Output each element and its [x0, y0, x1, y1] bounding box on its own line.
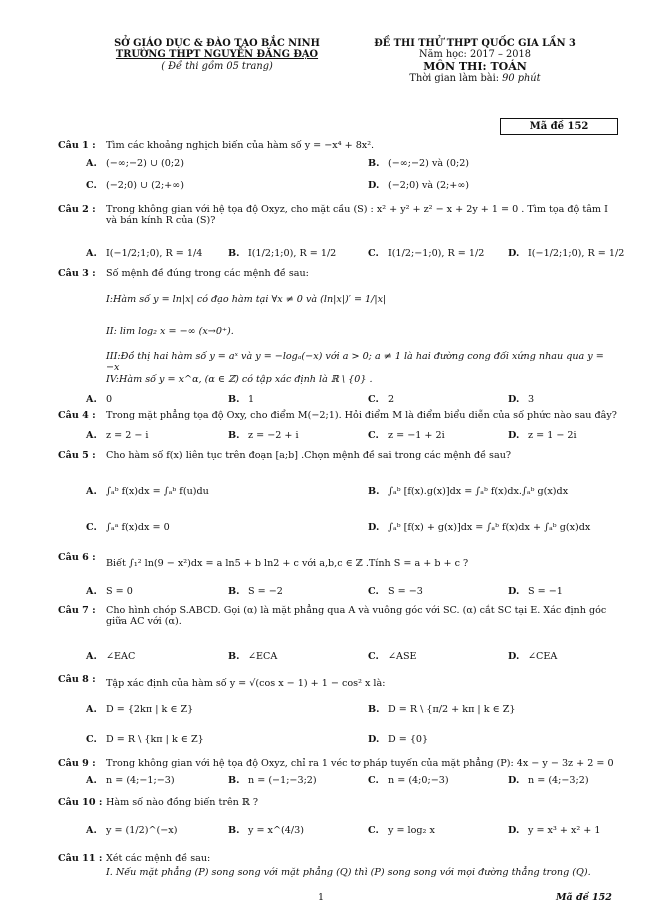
- option-a[interactable]: [86, 430, 149, 441]
- option-a[interactable]: [86, 158, 184, 169]
- option-letter: B.: [368, 704, 380, 715]
- question-text: Số mệnh đề đúng trong các mệnh đề sau:: [106, 268, 309, 279]
- option-letter: A.: [86, 248, 97, 259]
- option-text: z = 1 − 2i: [528, 430, 577, 441]
- option-text: 0: [106, 394, 113, 405]
- option-letter: A.: [86, 158, 97, 169]
- question-label: Câu 2 :: [58, 204, 96, 215]
- option-letter: C.: [86, 734, 97, 745]
- question-text: Cho hình chóp S.ABCD. Gọi (α) là mặt phẳng qua A và vuông góc với SC. (α) cắt SC tại E. Xác định góc giữa AC với (α).: [106, 605, 607, 628]
- header-right: [350, 38, 600, 84]
- school-name: TRƯỜNG THPT NGUYỄN ĐĂNG ĐẠO: [115, 49, 319, 61]
- option-letter: D.: [508, 248, 520, 259]
- option-letter: A.: [86, 394, 97, 405]
- exam-title: ĐỀ THI THỬ THPT QUỐC GIA LẦN 3: [374, 38, 576, 49]
- option-text: 1: [248, 394, 255, 405]
- option-d[interactable]: [508, 775, 589, 786]
- question-label: Câu 4 :: [58, 410, 96, 421]
- statement-4: IV:Hàm số y = x^α, (α ∈ ℤ) có tập xác định là ℝ \ {0} .: [106, 374, 373, 385]
- option-text: 3: [528, 394, 535, 405]
- subject: MÔN THI: TOÁN: [423, 59, 527, 73]
- option-b[interactable]: [228, 394, 254, 405]
- footer-exam-code: Mã đề 152: [556, 892, 612, 903]
- option-letter: A.: [86, 775, 97, 786]
- option-text: z = 2 − i: [106, 430, 149, 441]
- option-text: ∠EAC: [106, 651, 136, 662]
- question-text: Xét các mệnh đề sau:: [106, 853, 211, 864]
- option-c[interactable]: [368, 586, 423, 597]
- option-letter: D.: [508, 775, 520, 786]
- option-c[interactable]: [368, 775, 449, 786]
- option-text: (−2;0) và (2;+∞): [388, 180, 470, 191]
- option-c[interactable]: [368, 430, 445, 441]
- option-d[interactable]: [508, 430, 577, 441]
- time-value: 90 phút: [502, 73, 541, 85]
- option-b[interactable]: [368, 704, 516, 715]
- statement-1: I. Nếu mặt phẳng (P) song song với mặt phẳng (Q) thì (P) song song với mọi đường thẳng trong (Q).: [106, 867, 591, 878]
- option-text: y = x³ + x² + 1: [528, 825, 601, 836]
- option-c[interactable]: [368, 394, 394, 405]
- school-year: Năm học: 2017 – 2018: [419, 49, 531, 61]
- option-text: S = −3: [388, 586, 423, 597]
- option-b[interactable]: [228, 825, 304, 836]
- option-text: n = (4;−3;2): [528, 775, 589, 786]
- option-letter: A.: [86, 486, 97, 497]
- question-text: Tìm các khoảng nghịch biến của hàm số y = −x⁴ + 8x².: [106, 140, 375, 151]
- option-d[interactable]: [368, 734, 428, 745]
- time-allowed: [350, 73, 600, 84]
- option-letter: B.: [228, 430, 240, 441]
- question-text: Biết ∫₁² ln(9 − x²)dx = a ln5 + b ln2 + c với a,b,c ∈ ℤ .Tính S = a + b + c ?: [106, 558, 469, 569]
- option-text: S = 0: [106, 586, 133, 597]
- option-text: n = (−1;−3;2): [248, 775, 317, 786]
- option-letter: D.: [508, 825, 520, 836]
- question-label: Câu 6 :: [58, 552, 96, 563]
- option-letter: C.: [368, 651, 379, 662]
- question-text: Cho hàm số f(x) liên tục trên đoạn [a;b] .Chọn mệnh đề sai trong các mệnh đề sau?: [106, 450, 512, 461]
- option-letter: B.: [228, 825, 240, 836]
- option-text: y = log₂ x: [388, 825, 435, 836]
- option-c[interactable]: [368, 651, 417, 662]
- option-text: z = −1 + 2i: [388, 430, 445, 441]
- question-label: Câu 11 :: [58, 853, 103, 864]
- option-text: y = (1/2)^(−x): [106, 825, 178, 836]
- option-b[interactable]: [228, 651, 277, 662]
- option-letter: C.: [368, 775, 379, 786]
- option-text: S = −1: [528, 586, 563, 597]
- option-d[interactable]: [368, 522, 590, 533]
- question-text: Trong không gian với hệ tọa độ Oxyz, cho mặt cầu (S) : x² + y² + z² − x + 2y + 1 = 0 . Tìm tọa độ tâm I và bán kính R của (S)?: [106, 204, 608, 227]
- option-b[interactable]: [368, 158, 469, 169]
- question-label: Câu 10 :: [58, 797, 103, 808]
- option-letter: C.: [368, 248, 379, 259]
- option-c[interactable]: [368, 248, 484, 259]
- statement-1: I:Hàm số y = ln|x| có đạo hàm tại ∀x ≠ 0 và (ln|x|)′ = 1/|x|: [106, 294, 387, 305]
- option-b[interactable]: [368, 486, 568, 497]
- time-label: Thời gian làm bài:: [409, 73, 500, 85]
- department-name: SỞ GIÁO DỤC & ĐÀO TẠO BẮC NINH: [114, 38, 320, 49]
- option-a[interactable]: [86, 586, 133, 597]
- question-text: Trong mặt phẳng tọa độ Oxy, cho điểm M(−2;1). Hỏi điểm M là điểm biểu diễn của số phức nào sau đây?: [106, 410, 617, 421]
- option-letter: C.: [86, 180, 97, 191]
- option-letter: B.: [228, 394, 240, 405]
- option-letter: B.: [228, 586, 240, 597]
- option-text: D = R \ {kπ | k ∈ Z}: [106, 734, 204, 745]
- option-text: (−2;0) ∪ (2;+∞): [106, 180, 184, 191]
- option-text: I(−1/2;1;0), R = 1/2: [528, 248, 625, 259]
- option-text: I(1/2;1;0), R = 1/2: [248, 248, 337, 259]
- option-letter: A.: [86, 430, 97, 441]
- option-b[interactable]: [228, 775, 317, 786]
- option-text: D = {2kπ | k ∈ Z}: [106, 704, 194, 715]
- question-label: Câu 1 :: [58, 140, 96, 151]
- option-b[interactable]: [228, 586, 283, 597]
- page-number: 1: [318, 892, 325, 903]
- option-text: D = {0}: [388, 734, 429, 745]
- option-text: (−∞;−2) và (0;2): [388, 158, 470, 169]
- option-letter: D.: [508, 430, 520, 441]
- option-c[interactable]: [86, 734, 204, 745]
- option-letter: C.: [368, 586, 379, 597]
- question-text: Hàm số nào đồng biến trên ℝ ?: [106, 797, 259, 808]
- option-letter: B.: [368, 486, 380, 497]
- option-b[interactable]: [228, 430, 299, 441]
- option-letter: A.: [86, 651, 97, 662]
- exam-code-box: Mã đề 152: [500, 118, 618, 135]
- option-text: I(1/2;−1;0), R = 1/2: [388, 248, 485, 259]
- option-text: n = (4;0;−3): [388, 775, 449, 786]
- option-d[interactable]: [368, 180, 469, 191]
- option-letter: C.: [368, 825, 379, 836]
- option-a[interactable]: [86, 486, 209, 497]
- option-a[interactable]: [86, 775, 175, 786]
- pages-note: ( Đề thi gồm 05 trang): [161, 60, 273, 72]
- option-letter: A.: [86, 704, 97, 715]
- option-d[interactable]: [508, 825, 600, 836]
- option-b[interactable]: [228, 248, 336, 259]
- statement-3: III:Đồ thị hai hàm số y = aˣ và y = −logₐ(−x) với a > 0; a ≠ 1 là hai đường cong đối xứng nhau qua y = −x: [106, 351, 604, 374]
- option-letter: B.: [228, 775, 240, 786]
- option-c[interactable]: [86, 522, 170, 533]
- option-text: 2: [388, 394, 395, 405]
- option-c[interactable]: [86, 180, 184, 191]
- header-left: [92, 38, 342, 72]
- option-text: n = (4;−1;−3): [106, 775, 175, 786]
- option-text: z = −2 + i: [248, 430, 299, 441]
- question-label: Câu 7 :: [58, 605, 96, 616]
- option-text: ∫ₐᵇ [f(x) + g(x)]dx = ∫ₐᵇ f(x)dx + ∫ₐᵇ g(x)dx: [388, 522, 591, 533]
- question-text: Trong không gian với hệ tọa độ Oxyz, chỉ ra 1 véc tơ pháp tuyến của mặt phẳng (P): 4x − y − 3z + 2 = 0: [106, 758, 614, 769]
- question-label: Câu 5 :: [58, 450, 96, 461]
- option-text: ∠ECA: [248, 651, 278, 662]
- option-text: ∠ASE: [388, 651, 417, 662]
- option-text: ∫ₐᵇ [f(x).g(x)]dx = ∫ₐᵇ f(x)dx.∫ₐᵇ g(x)dx: [388, 486, 569, 497]
- option-d[interactable]: [508, 394, 534, 405]
- option-letter: D.: [508, 394, 520, 405]
- option-a[interactable]: [86, 704, 193, 715]
- option-letter: C.: [368, 394, 379, 405]
- option-text: y = x^(4/3): [248, 825, 304, 836]
- option-text: (−∞;−2) ∪ (0;2): [106, 158, 184, 169]
- option-letter: C.: [368, 430, 379, 441]
- option-letter: D.: [368, 522, 380, 533]
- option-text: D = R \ {π/2 + kπ | k ∈ Z}: [388, 704, 516, 715]
- option-letter: B.: [228, 651, 240, 662]
- option-c[interactable]: [368, 825, 435, 836]
- option-text: ∫ₐᵇ f(x)dx = ∫ₐᵇ f(u)du: [106, 486, 209, 497]
- option-a[interactable]: [86, 248, 202, 259]
- option-letter: C.: [86, 522, 97, 533]
- option-letter: D.: [368, 734, 380, 745]
- option-letter: B.: [228, 248, 240, 259]
- option-letter: A.: [86, 586, 97, 597]
- option-text: I(−1/2;1;0), R = 1/4: [106, 248, 203, 259]
- question-label: Câu 9 :: [58, 758, 96, 769]
- statement-2: II: lim log₂ x = −∞ (x→0⁺).: [106, 326, 234, 337]
- option-text: ∫ₐᵃ f(x)dx = 0: [106, 522, 170, 533]
- option-letter: B.: [368, 158, 380, 169]
- option-letter: A.: [86, 825, 97, 836]
- option-text: ∠CEA: [528, 651, 558, 662]
- option-d[interactable]: [508, 586, 563, 597]
- option-a[interactable]: [86, 651, 135, 662]
- option-d[interactable]: [508, 248, 624, 259]
- question-text: Tập xác định của hàm số y = √(cos x − 1) + 1 − cos² x là:: [106, 678, 386, 689]
- question-label: Câu 8 :: [58, 674, 96, 685]
- question-label: Câu 3 :: [58, 268, 96, 279]
- option-letter: D.: [508, 651, 520, 662]
- option-letter: D.: [368, 180, 380, 191]
- option-d[interactable]: [508, 651, 557, 662]
- option-a[interactable]: [86, 394, 112, 405]
- option-text: S = −2: [248, 586, 283, 597]
- option-letter: D.: [508, 586, 520, 597]
- option-a[interactable]: [86, 825, 177, 836]
